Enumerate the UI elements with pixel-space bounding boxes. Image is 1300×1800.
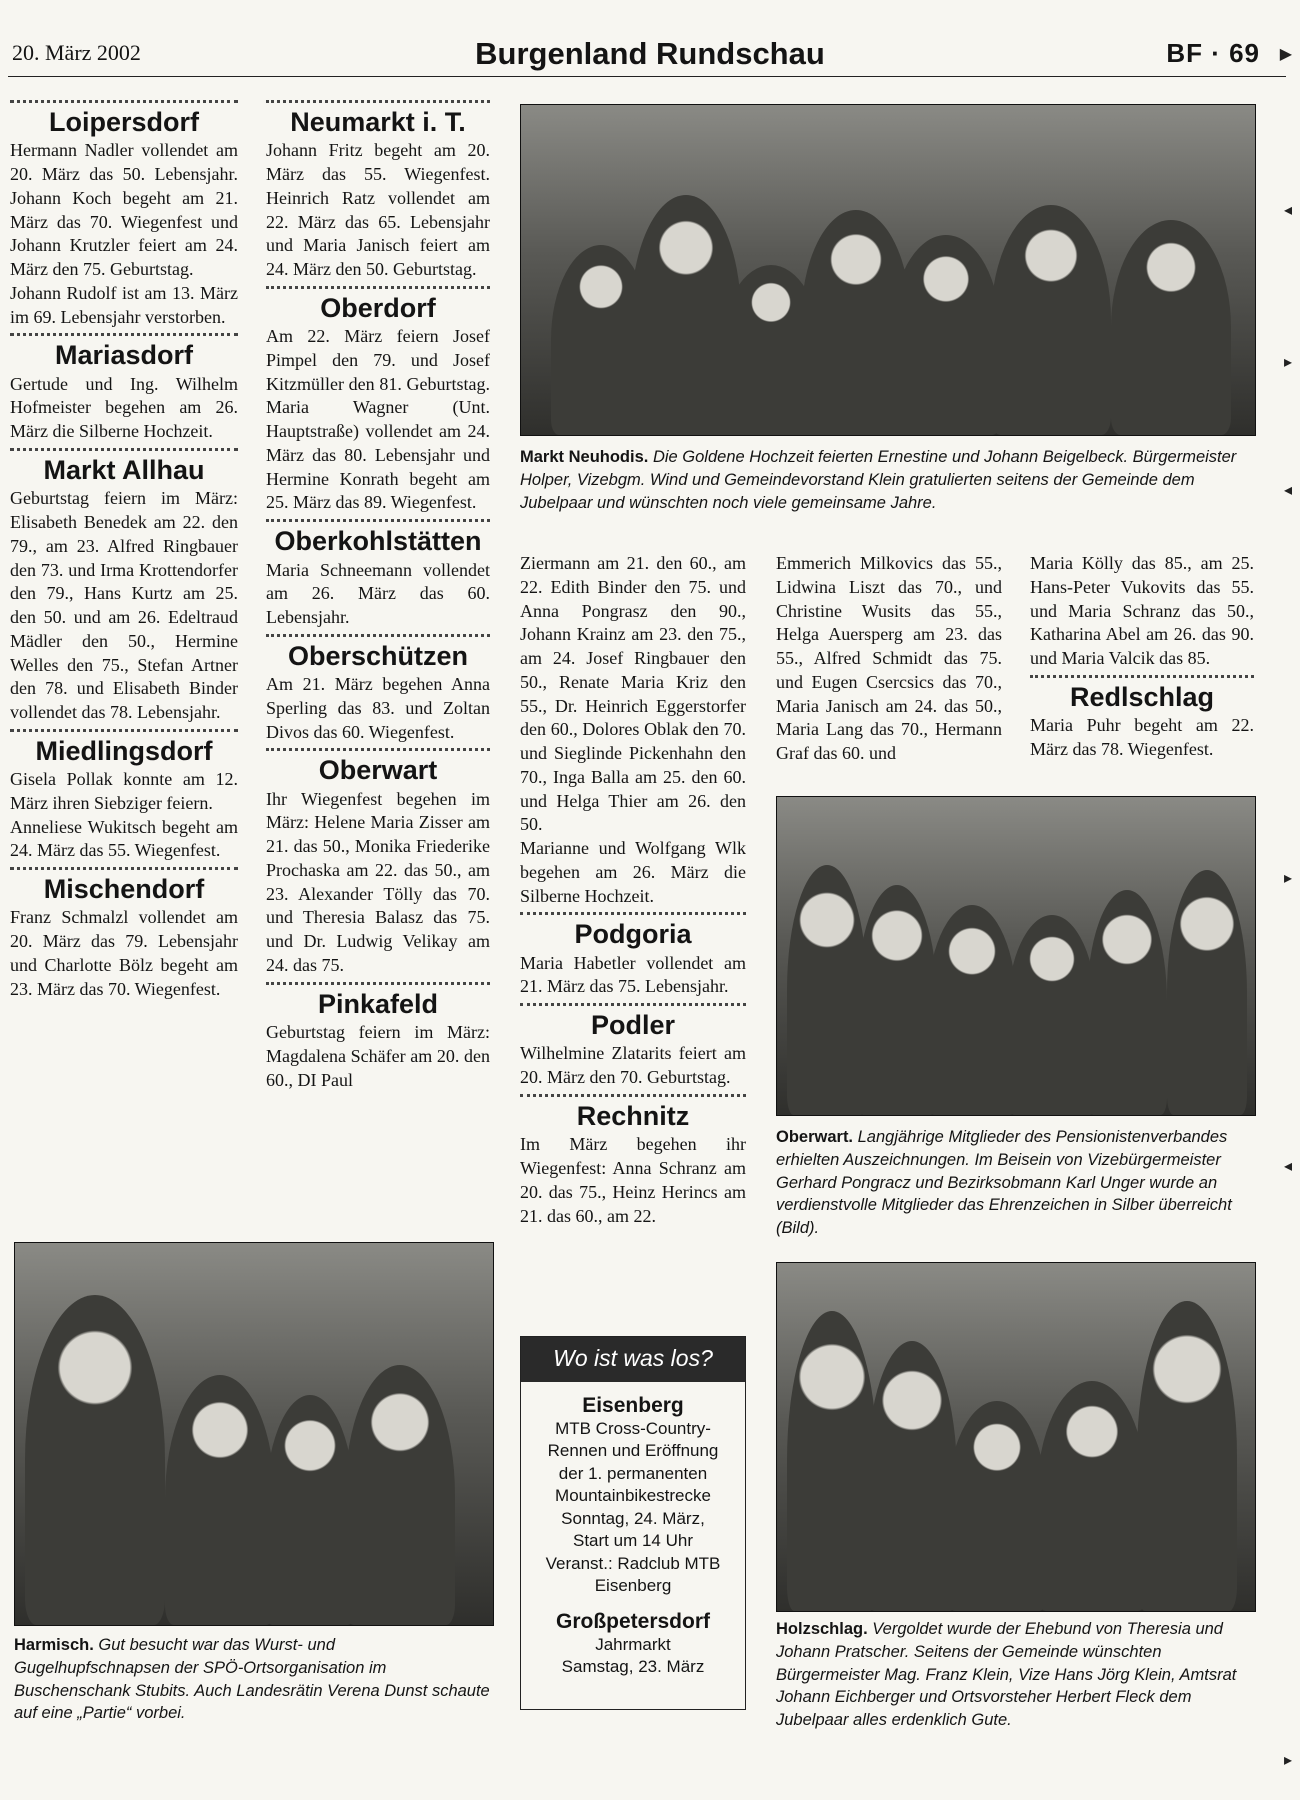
article-body [520,952,746,1000]
event-text [521,1634,745,1679]
caption-holzschlag [776,1618,1254,1732]
article-body [10,906,238,1001]
margin-mark: ▶ [1279,44,1292,63]
photo-holzschlag [776,1262,1256,1612]
article-body [266,673,490,744]
event-grosspetersdorf [521,1610,745,1679]
place-heading: Redlschlag [1069,681,1215,712]
column-5 [1030,544,1254,766]
article-oberwart [266,748,490,977]
margin-mark: ▸ [1283,352,1292,371]
event-place: Eisenberg [582,1394,684,1417]
article-paragraph: Am 21. März begehen Anna Sperling das 83. und Zoltan Divos das 60. Wiegenfest. [266,674,490,742]
header-rule [8,76,1286,77]
article-paragraph: Am 22. März feiern Josef Pimpel den 79. und Josef Kitzmüller den 81. Geburtstag. Maria Wagner (Unt. Hauptstraße) vollendet am 24. März das 80. Lebensjahr und Hermine Konrath begeht am 25. März das 89. Wiegenfest. [266,326,490,513]
photo-neuhodis [520,104,1256,436]
place-heading: Oberkohlstätten [274,526,482,557]
event-line: der 1. permanenten [558,1463,708,1483]
article-mischendorf [10,867,238,1001]
article-paragraph: Geburtstag feiern im März: Magdalena Schäfer am 20. den 60., DI Paul [266,1022,490,1090]
caption-text: Gut besucht war das Wurst- und Gugelhupfschnapsen der SPÖ-Ortsorganisation im Buschenschank Stubits. Auch Landesrätin Verena Dunst schaute auf eine „Partie“ vorbei. [14,1636,490,1723]
event-place: Großpetersdorf [555,1609,710,1633]
article-paragraph: Emmerich Milkovics das 55., Lidwina Liszt das 70., und Christine Wusits das 55., Helga Auersperg am 23. das 55., Alfred Schmidt das 75. und Eugen Csercsics das 70., Maria Janisch am 24. das 50., Maria Lang das 70., Hermann Graf das 60. und [776,553,1002,763]
article-paragraph: Hermann Nadler vollendet am 20. März das 50. Lebensjahr. Johann Koch begeht am 21. März das 70. Wiegenfest und Johann Krutzler feiert am 24. März den 75. Geburtstag. [10,140,238,280]
place-heading: Mariasdorf [54,340,194,371]
article-loipersdorf [10,100,238,329]
place-heading: Loipersdorf [48,107,199,137]
article-paragraph: Maria Kölly das 85., am 25. Hans-Peter Vukovits das 55. und Maria Schranz das 50., Katharina Abel am 26. das 90. und Maria Valcik das 85. [1030,553,1254,668]
margin-mark: ◂ [1283,1156,1292,1175]
column-3 [520,544,746,1232]
place-heading: Oberwart [318,755,438,786]
caption-lead: Oberwart. [776,1128,854,1146]
place-heading: Pinkafeld [317,988,439,1019]
caption-harmisch [14,1634,492,1725]
event-line: Mountainbikestrecke [555,1486,711,1506]
article-paragraph: Wilhelmine Zlatarits feiert am 20. März den 70. Geburtstag. [520,1043,746,1088]
event-line: Eisenberg [594,1576,672,1596]
article-podgoria [520,912,746,999]
article-paragraph: Marianne und Wolfgang Wlk begehen am 26. März die Silberne Hochzeit. [520,838,746,906]
article-oberkohlstatten [266,519,490,630]
article-body [266,139,490,282]
place-heading: Markt Allhau [43,454,205,485]
events-box [520,1336,746,1710]
article-continued [776,544,1002,766]
column-2 [266,100,490,1096]
article-paragraph: Johann Rudolf ist am 13. März im 69. Lebensjahr verstorben. [10,282,238,327]
event-line: Samstag, 23. März [561,1656,705,1676]
caption-lead: Markt Neuhodis. [520,448,649,466]
caption-lead: Harmisch. [14,1636,94,1654]
article-body [520,1133,746,1228]
article-body [10,139,238,329]
article-paragraph: Gisela Pollak konnte am 12. März ihren Siebziger feiern. [10,769,238,813]
article-neumarkt-i-t [266,100,490,282]
article-paragraph: Johann Fritz begeht am 20. März das 55. Wiegenfest. Heinrich Ratz vollendet am 22. März das 65. Lebensjahr und Maria Janisch feiert am 24. März den 50. Geburtstag. [266,140,490,280]
caption-text: Langjährige Mitglieder des Pensionistenverbandes erhielten Auszeichnungen. Im Beisein von Vizebürgermeister Gerhard Pongracz und Bezirksobmann Karl Unger wurde an verdienstvolle Mitglieder das Ehrenzeichen in Silber überreicht (Bild). [776,1128,1232,1238]
event-line: Start um 14 Uhr [573,1531,693,1551]
newspaper-title: Burgenland Rundschau [475,36,825,71]
article-body [266,559,490,630]
article-oberdorf [266,286,490,515]
article-body [266,788,490,978]
place-heading: Rechnitz [576,1100,690,1131]
article-body [10,373,238,444]
article-markt-allhau [10,448,238,725]
page-number: BF · 69 [1166,38,1260,68]
margin-mark: ▸ [1283,868,1292,887]
article-oberschutzen [266,634,490,745]
event-text [521,1418,745,1598]
place-heading: Oberdorf [320,292,436,323]
place-heading: Mischendorf [43,874,205,905]
place-heading: Neumarkt i. T. [290,107,466,137]
margin-mark: ▸ [1283,1750,1292,1769]
article-body [1030,714,1254,762]
article-paragraph: Ihr Wiegenfest begehen im März: Helene Maria Zisser am 21. das 50., Monika Friederike Prochaska am 22. das 50., am 23. Alexander Tölly das 70. und Theresia Balasz das 75. und Dr. Ludwig Velikay am 24. das 75. [266,788,490,975]
article-continued [1030,544,1254,671]
article-paragraph: Geburtstag feiern im März: Elisabeth Benedek am 22. den 79., am 23. Alfred Ringbauer den 73. und Irma Krottendorfer den 79., Hans Kurtz am 25. den 50. und am 26. Edeltraud Mädler den 50., Hermine Welles den 75., Stefan Artner den 78. und Elisabeth Binder vollendet das 78. Lebensjahr. [10,488,238,723]
events-box-title: Wo ist was los? [521,1337,745,1382]
caption-text: Die Goldene Hochzeit feierten Ernestine und Johann Beigelbeck. Bürgermeister Holper, Vizebgm. Wind und Gemeindevorstand Klein gratulierten seitens der Gemeinde dem Jubelpaar und wünschten noch viele gemeinsame Jahre. [520,448,1237,512]
event-line: MTB Cross-Country- [555,1419,711,1438]
article-redlschlag [1030,675,1254,762]
article-body [776,552,1002,766]
article-paragraph: Anneliese Wukitsch begeht am 24. März das 55. Wiegenfest. [10,816,238,861]
issue-date: 20. März 2002 [12,40,141,65]
caption-neuhodis [520,446,1254,514]
article-mariasdorf [10,333,238,444]
margin-mark: ◂ [1283,480,1292,499]
article-podler [520,1003,746,1090]
column-4 [776,544,1002,770]
article-pinkafeld [266,982,490,1093]
article-paragraph: Im März begehen ihr Wiegenfest: Anna Schranz am 20. das 75., Heinz Herincs am 21. das 60., am 22. [520,1134,746,1226]
event-eisenberg [521,1394,745,1598]
photo-harmisch [14,1242,494,1626]
article-continued [520,544,746,908]
caption-oberwart [776,1126,1254,1240]
place-heading: Miedlingsdorf [35,735,213,766]
place-heading: Podgoria [574,919,692,950]
place-heading: Podler [590,1010,676,1041]
column-1 [10,100,238,1005]
article-body [266,1021,490,1092]
article-paragraph: Maria Schneemann vollendet am 26. März das 60. Lebensjahr. [266,559,490,628]
article-body [10,768,238,863]
article-paragraph: Franz Schmalzl vollendet am 20. März das 79. Lebensjahr und Charlotte Bölz begeht am 23. März das 70. Wiegenfest. [10,907,238,999]
event-line: Veranst.: Radclub MTB [545,1553,721,1573]
article-body [1030,552,1254,671]
article-paragraph: Ziermann am 21. den 60., am 22. Edith Binder den 75. und Anna Pongrasz den 90., Johann Krainz am 23. den 75., am 24. Josef Ringbauer den 50., Renate Maria Kriz den 55., Dr. Heinrich Eggerstorfer den 60., Dolores Oblak den 70. und Sieglinde Pickenhahn den 70., Inga Balla am 25. den 60. und Helga Thier am 26. den 50. [520,553,746,835]
article-paragraph: Maria Puhr begeht am 22. März das 78. Wiegenfest. [1030,715,1254,759]
article-body [520,552,746,908]
article-body [520,1042,746,1090]
place-heading: Oberschützen [287,640,469,671]
caption-text: Vergoldet wurde der Ehebund von Theresia und Johann Pratscher. Seitens der Gemeinde wünschten Bürgermeister Mag. Franz Klein, Vize Hans Jörg Klein, Amtsrat Johann Eichberger und Ortsvorsteher Herbert Fleck dem Jubelpaar alles erdenklich Gute. [776,1620,1237,1730]
photo-oberwart [776,796,1256,1116]
event-line: Rennen und Eröffnung [547,1441,719,1461]
article-rechnitz [520,1094,746,1228]
event-line: Sonntag, 24. März, [561,1508,705,1528]
margin-mark: ◂ [1283,200,1292,219]
article-body [10,487,238,725]
article-paragraph: Maria Habetler vollendet am 21. März das 75. Lebensjahr. [520,952,746,997]
caption-lead: Holzschlag. [776,1620,868,1638]
page-header [0,0,1300,90]
article-miedlingsdorf [10,729,238,863]
article-body [266,325,490,515]
article-paragraph: Gertude und Ing. Wilhelm Hofmeister begehen am 26. März die Silberne Hochzeit. [10,373,238,442]
event-line: Jahrmarkt [595,1634,671,1654]
